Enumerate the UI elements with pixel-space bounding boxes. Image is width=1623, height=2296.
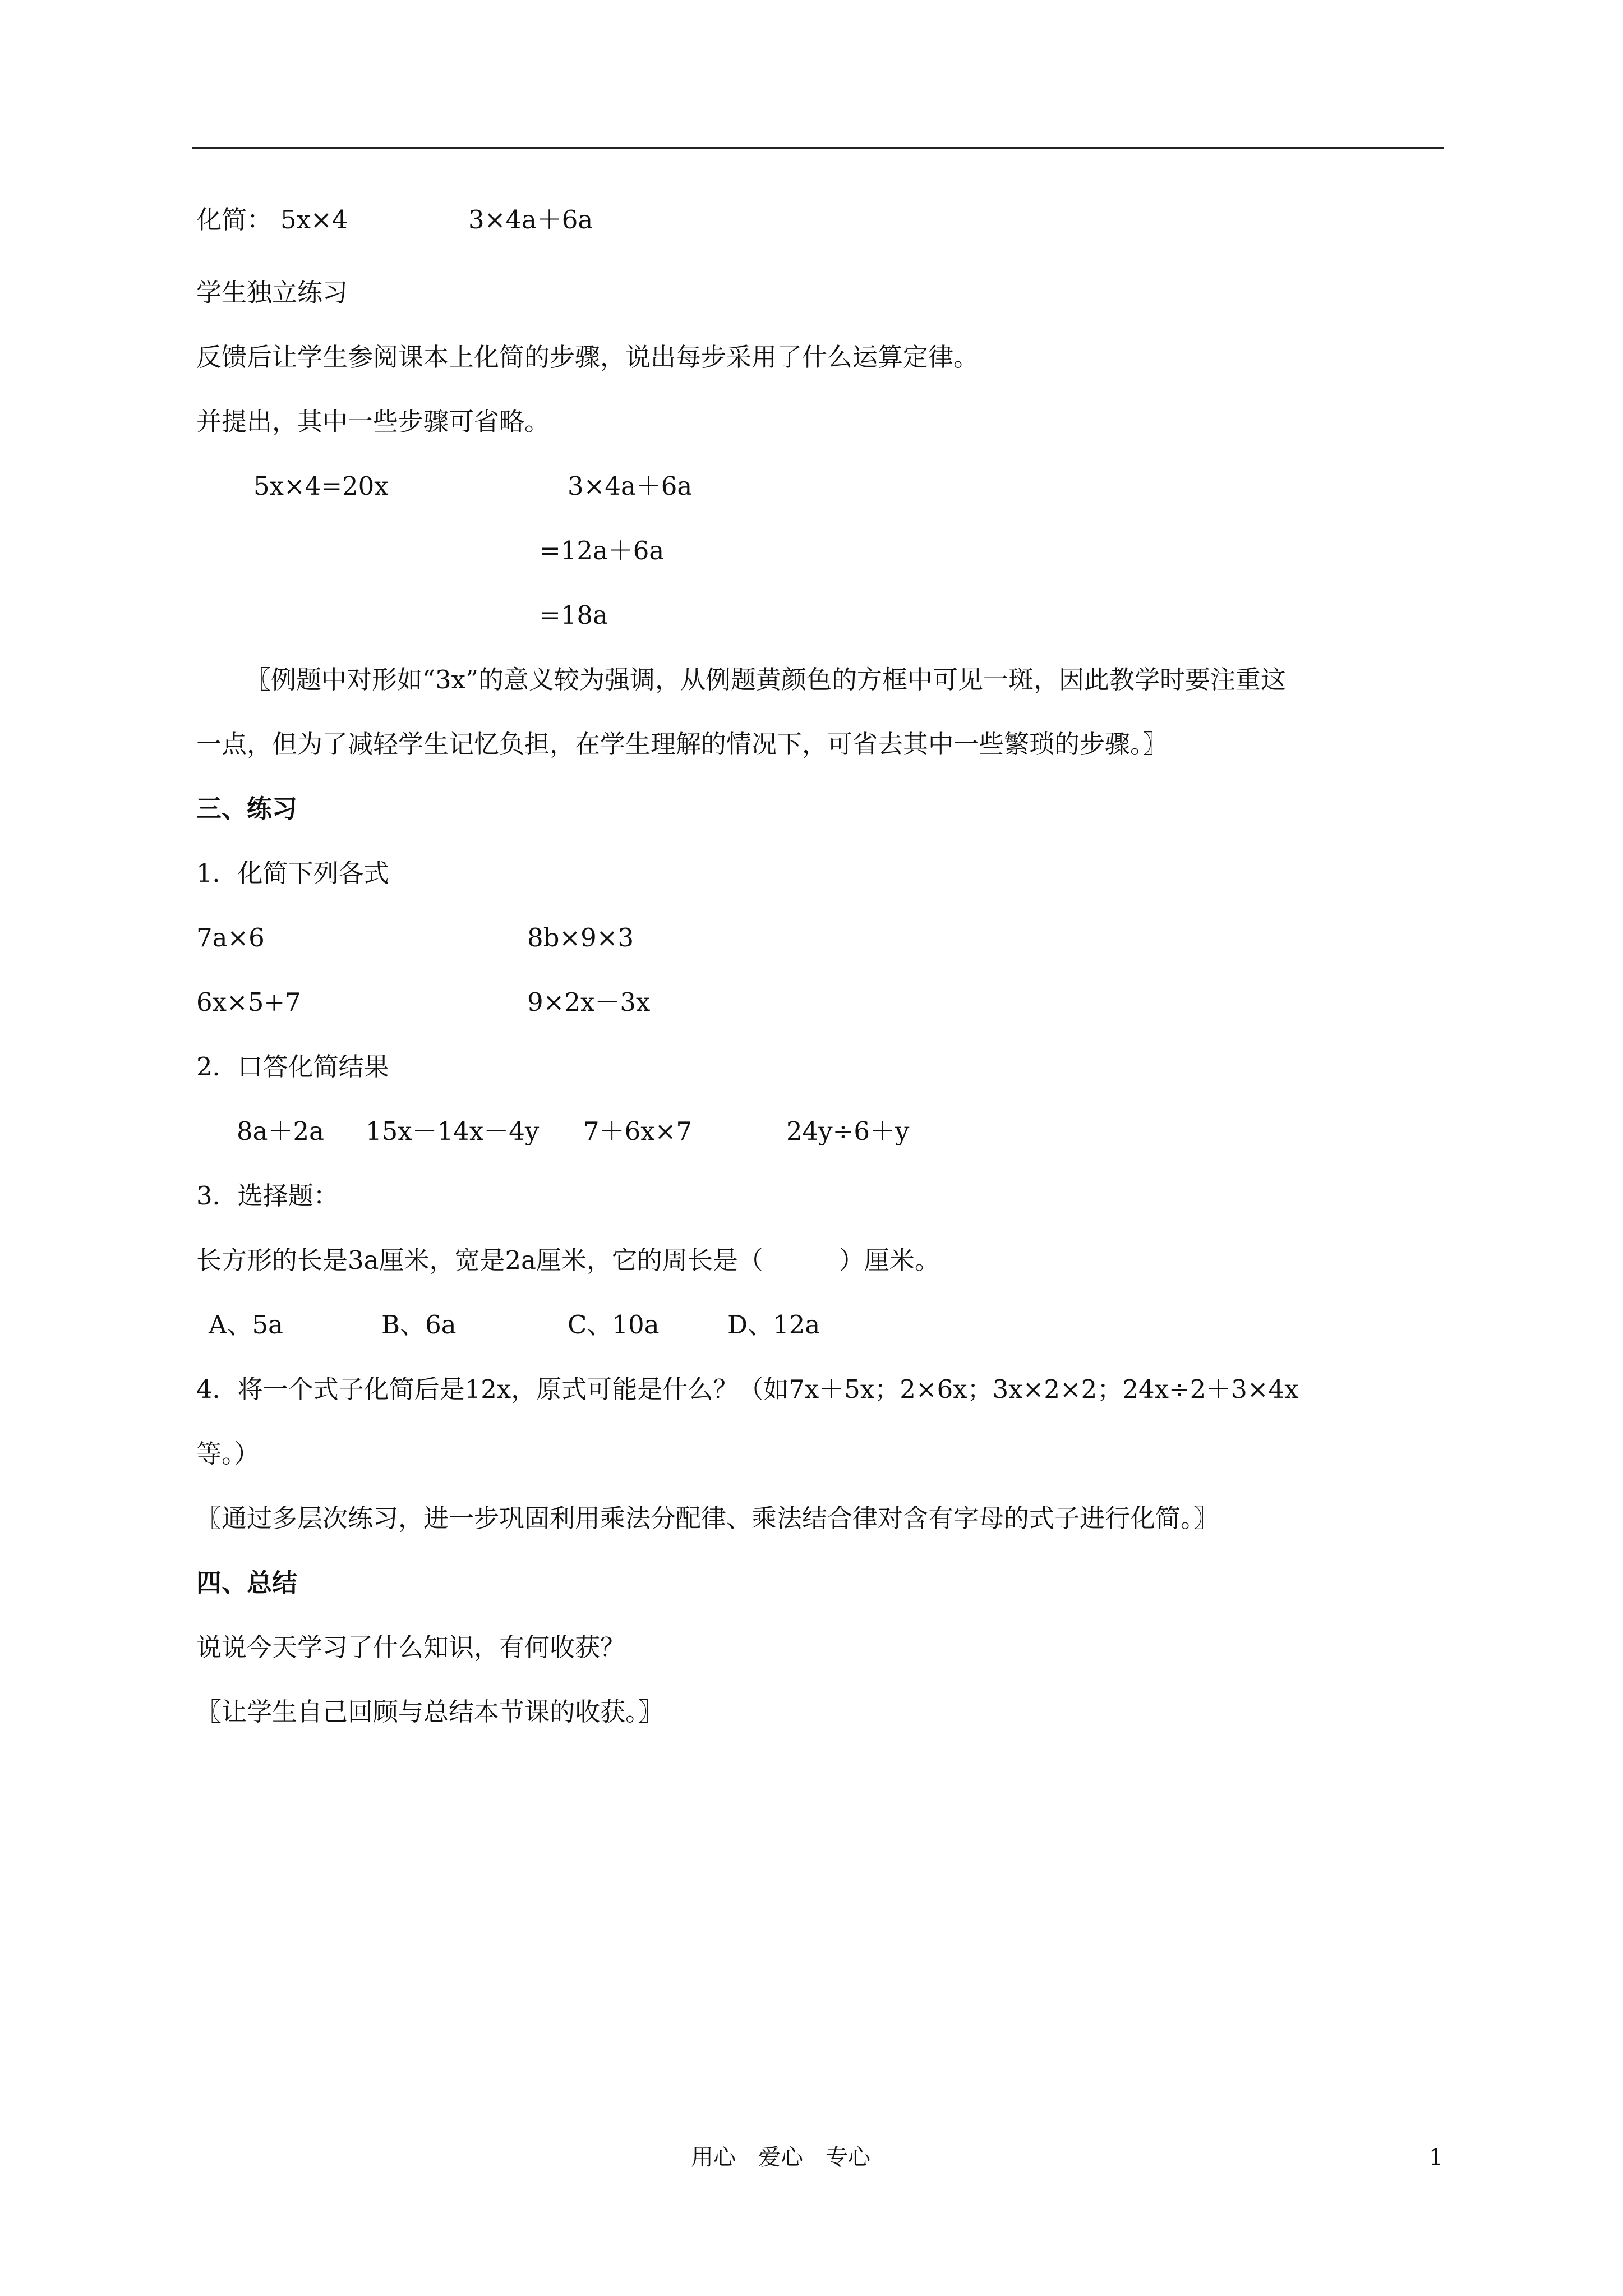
step-right-2: =12a＋6a — [540, 536, 665, 565]
section-4-heading: 四、总结 — [196, 1568, 298, 1598]
q3-title: 3．选择题： — [196, 1181, 339, 1211]
q2-item-b: 15x－14x－4y — [366, 1116, 540, 1146]
q1-item-c: 6x×5+7 — [196, 987, 301, 1017]
q2-item-c: 7＋6x×7 — [583, 1116, 692, 1146]
q4-line-2: 等。） — [196, 1439, 260, 1469]
q3-stem: 长方形的长是3a厘米，宽是2a厘米，它的周长是（ ）厘米。 — [196, 1245, 940, 1275]
q1-title: 1．化简下列各式 — [196, 858, 389, 888]
omit-note: 并提出，其中一些步骤可省略。 — [196, 407, 550, 436]
step-left: 5x×4=20x — [253, 471, 389, 501]
feedback-note: 反馈后让学生参阅课本上化简的步骤，说出每步采用了什么运算定律。 — [196, 342, 979, 372]
q4-line-1: 4．将一个式子化简后是12x，原式可能是什么？（如7x＋5x；2×6x；3x×2×2；24x÷2＋3×4x — [196, 1374, 1299, 1404]
q1-item-b: 8b×9×3 — [527, 923, 634, 953]
q2-item-a: 8a＋2a — [237, 1116, 324, 1146]
q1-item-a: 7a×6 — [196, 923, 265, 953]
commentary-line-2: 一点，但为了减轻学生记忆负担，在学生理解的情况下，可省去其中一些繁琐的步骤。〗 — [196, 729, 1168, 759]
q2-title: 2．口答化简结果 — [196, 1052, 389, 1082]
simplify-expr-2: 3×4a＋6a — [468, 205, 593, 234]
q2-item-d: 24y÷6＋y — [786, 1116, 910, 1146]
q3-option-b: B、6a — [381, 1310, 457, 1340]
q1-item-d: 9×2x－3x — [527, 987, 651, 1017]
footer-motto: 用心 爱心 专心 — [691, 2145, 870, 2170]
q3-option-c: C、10a — [568, 1310, 660, 1340]
section-3-heading: 三、练习 — [196, 794, 298, 823]
commentary-line-1: 〖例题中对形如“3x”的意义较为强调，从例题黄颜色的方框中可见一斑，因此教学时要注重这 — [246, 665, 1287, 694]
step-right-3: =18a — [540, 600, 608, 630]
practice-note: 学生独立练习 — [196, 278, 348, 307]
step-right-1: 3×4a＋6a — [568, 471, 693, 501]
page-number: 1 — [1429, 2145, 1444, 2170]
simplify-expr-1: 5x×4 — [280, 205, 348, 234]
section-3-note: 〖通过多层次练习，进一步巩固利用乘法分配律、乘法结合律对含有字母的式子进行化简。〗 — [196, 1503, 1219, 1533]
section-4-note: 〖让学生自己回顾与总结本节课的收获。〗 — [196, 1697, 663, 1727]
simplify-label: 化简： — [196, 205, 273, 234]
q3-option-a: A、5a — [209, 1310, 283, 1340]
q3-option-d: D、12a — [727, 1310, 820, 1340]
section-4-prompt: 说说今天学习了什么知识，有何收获？ — [196, 1632, 626, 1662]
header-rule — [192, 147, 1444, 149]
